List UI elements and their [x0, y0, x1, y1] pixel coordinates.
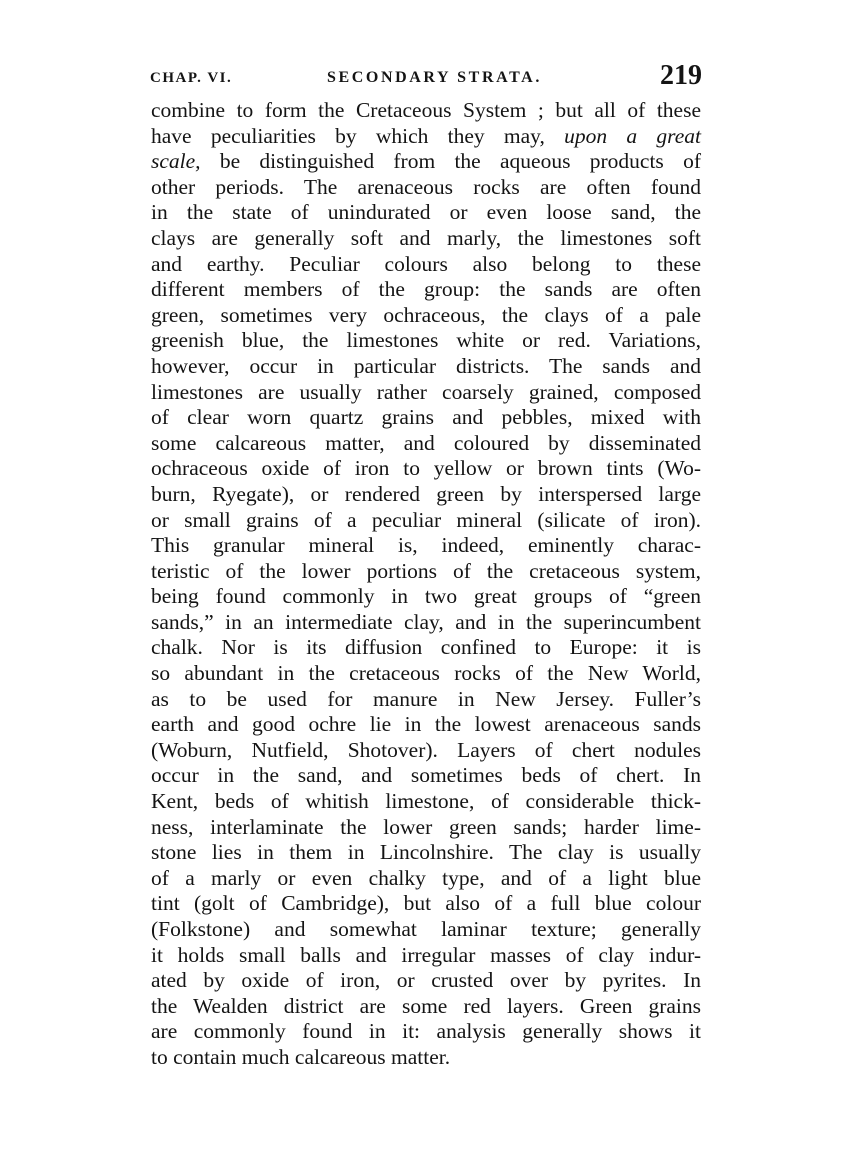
- text-line: burn, Ryegate), or rendered green by interspersed large: [151, 481, 701, 506]
- text-line: [151, 124, 701, 150]
- text-line: tint (golt of Cambridge), but also of a full blue colour: [151, 891, 701, 916]
- text-line: green, sometimes very ochraceous, the clays of a pale: [151, 302, 701, 327]
- text-line: as to be used for manure in New Jersey. Fuller’s: [151, 686, 701, 711]
- text-line: chalk. Nor is its diffusion confined to Europe: it is: [151, 635, 701, 660]
- body-paragraph: [151, 98, 701, 1071]
- text-line: ochraceous oxide of iron to yellow or brown tints (Wo-: [151, 456, 701, 481]
- chapter-label: CHAP. VI.: [150, 70, 233, 86]
- text-line: are commonly found in it: analysis generally shows it: [151, 1019, 701, 1044]
- text-line: clays are generally soft and marly, the limestones soft: [151, 225, 701, 250]
- text-line: stone lies in them in Lincolnshire. The clay is usually: [151, 840, 701, 865]
- text-line: earth and good ochre lie in the lowest arenaceous sands: [151, 712, 701, 737]
- text-line: so abundant in the cretaceous rocks of the New World,: [151, 661, 701, 686]
- text-line: combine to form the Cretaceous System ; but all of these: [151, 98, 701, 122]
- text-line: it holds small balls and irregular masses of clay indur-: [151, 942, 701, 967]
- text-line: teristic of the lower portions of the cretaceous system,: [151, 558, 701, 583]
- text-run: be distinguished from the aqueous products of: [200, 149, 701, 174]
- running-head: [150, 60, 702, 92]
- text-line: other periods. The arenaceous rocks are often found: [151, 174, 701, 199]
- italic-phrase: scale,: [151, 149, 201, 174]
- text-line: limestones are usually rather coarsely grained, composed: [151, 379, 701, 404]
- text-line: sands,” in an intermediate clay, and in the superincumbent: [151, 609, 701, 634]
- text-line: some calcareous matter, and coloured by disseminated: [151, 430, 701, 455]
- text-line: ated by oxide of iron, or crusted over by pyrites. In: [151, 968, 701, 993]
- text-line: of clear worn quartz grains and pebbles, mixed with: [151, 405, 701, 430]
- text-line: of a marly or even chalky type, and of a light blue: [151, 865, 701, 890]
- text-line: [151, 149, 701, 175]
- text-line: to contain much calcareous matter.: [151, 1044, 451, 1069]
- italic-phrase: upon a great: [564, 123, 701, 148]
- text-line: however, occur in particular districts. The sands and: [151, 353, 701, 378]
- text-line: the Wealden district are some red layers. Green grains: [151, 993, 701, 1018]
- running-title: SECONDARY STRATA.: [327, 69, 542, 86]
- text-line: ness, interlaminate the lower green sands; harder lime-: [151, 814, 701, 839]
- text-line: greenish blue, the limestones white or red. Variations,: [151, 328, 701, 353]
- text-line: (Woburn, Nutfield, Shotover). Layers of chert nodules: [151, 737, 701, 762]
- text-line: different members of the group: the sands are often: [151, 277, 701, 302]
- text-line: or small grains of a peculiar mineral (silicate of iron).: [151, 507, 701, 532]
- text-line: This granular mineral is, indeed, eminently charac-: [151, 533, 701, 558]
- text-run: have peculiarities by which they may,: [151, 123, 565, 148]
- text-line: (Folkstone) and somewhat laminar texture; generally: [151, 917, 701, 941]
- text-line: in the state of unindurated or even loose sand, the: [151, 200, 701, 225]
- page-number: 219: [660, 60, 702, 91]
- text-line: and earthy. Peculiar colours also belong to these: [151, 251, 701, 276]
- text-line: occur in the sand, and sometimes beds of chert. In: [151, 763, 701, 788]
- text-line: being found commonly in two great groups of “green: [151, 584, 701, 609]
- text-line: Kent, beds of whitish limestone, of considerable thick-: [151, 789, 701, 814]
